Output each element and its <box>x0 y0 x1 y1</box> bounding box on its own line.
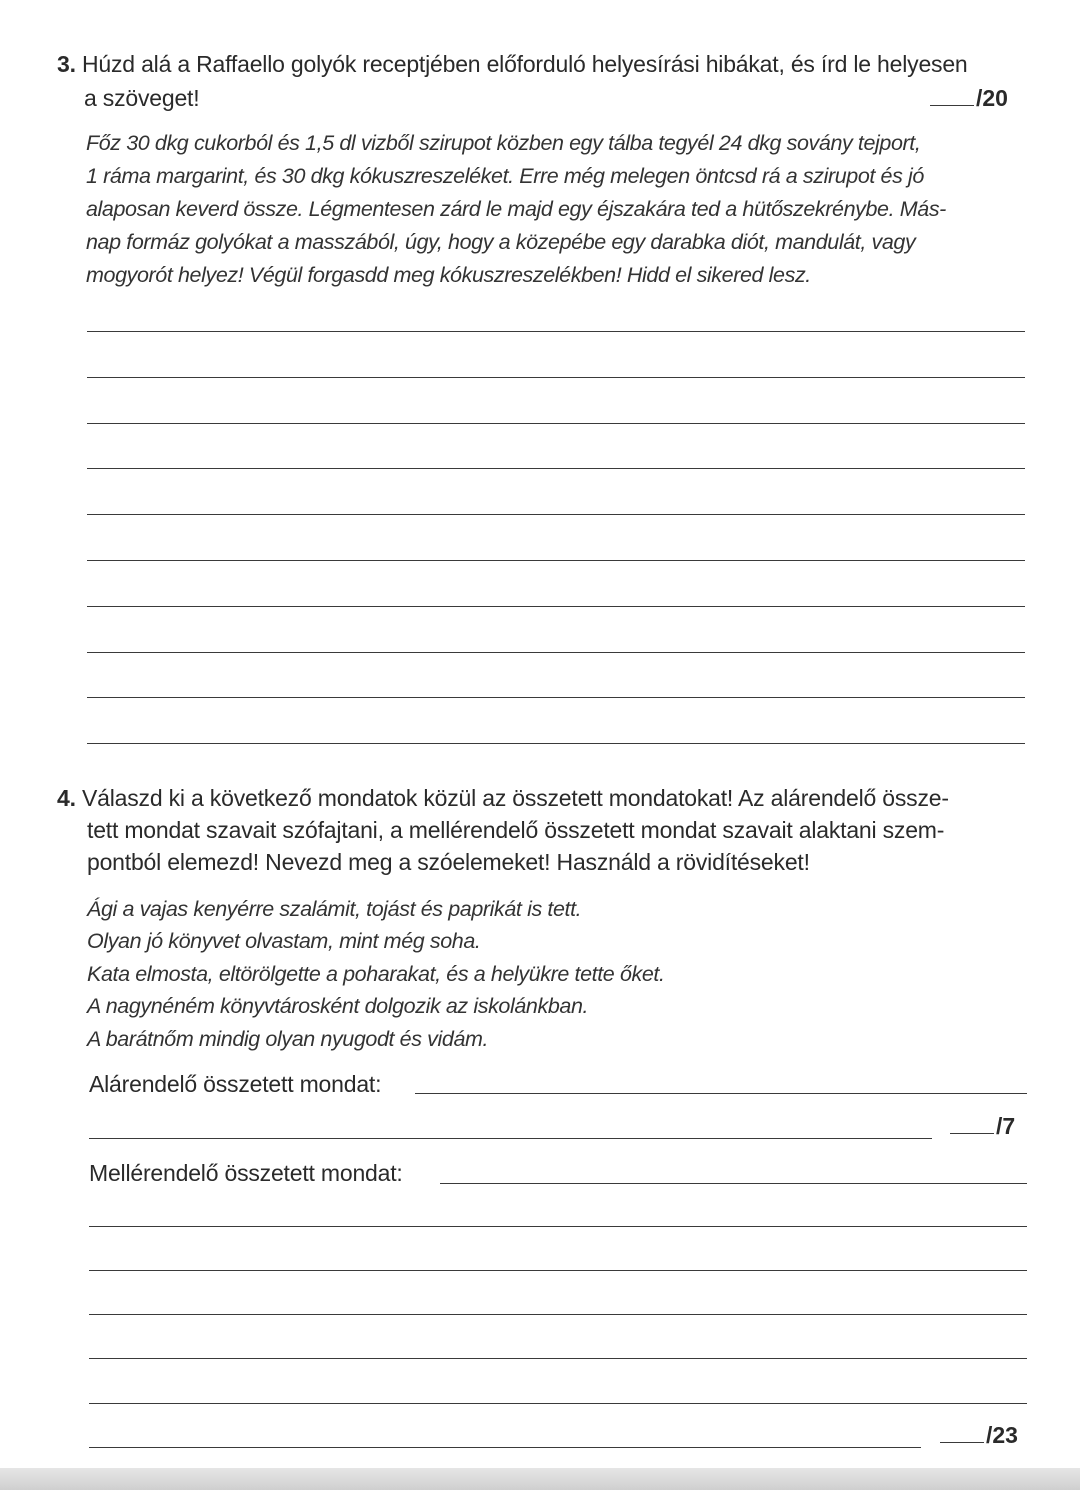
task4-number: 4. <box>57 785 76 811</box>
task3-answer-line[interactable] <box>87 697 1025 698</box>
task3-instruction-text-1: Húzd alá a Raffaello golyók receptjében előforduló helyesírási hibákat, és írd le helyesen <box>82 51 968 77</box>
task3-number: 3. <box>57 51 76 77</box>
task3-score <box>930 85 1008 112</box>
coordinate-answer-line[interactable] <box>89 1447 921 1448</box>
task3-answer-line[interactable] <box>87 560 1025 561</box>
task4-sentence: A nagynéném könyvtárosként dolgozik az iskolánkban. <box>87 994 589 1018</box>
task3-answer-line[interactable] <box>87 606 1025 607</box>
task3-score-blank[interactable] <box>930 87 974 106</box>
task4-sentence: Olyan jó könyvet olvastam, mint még soha. <box>87 929 481 953</box>
task3-answer-line[interactable] <box>87 468 1025 469</box>
final-score-label: /23 <box>986 1422 1018 1448</box>
subordinate-answer-line[interactable] <box>89 1138 932 1139</box>
task4-instruction-line2: tett mondat szavait szófajtani, a mellérendelő összetett mondat szavait alaktani szem- <box>87 817 945 843</box>
task3-answer-line[interactable] <box>87 514 1025 515</box>
task3-score-label: /20 <box>976 85 1008 111</box>
task3-answer-line[interactable] <box>87 743 1025 744</box>
task4-sentence: Ági a vajas kenyérre szalámit, tojást és paprikát is tett. <box>87 897 582 921</box>
task3-text-line: Főz 30 dkg cukorból és 1,5 dl vizből szirupot közben egy tálba tegyél 24 dkg sovány tejport, <box>86 131 921 155</box>
coordinate-answer-line[interactable] <box>89 1226 1027 1227</box>
task3-text-line: 1 ráma margarint, és 30 dkg kókuszreszeléket. Erre még melegen öntcsd rá a szirupot és jó <box>86 164 924 188</box>
task4-instruction-line1 <box>57 783 949 813</box>
page-bottom-edge <box>0 1468 1080 1490</box>
subordinate-label: Alárendelő összetett mondat: <box>89 1071 382 1097</box>
task3-answer-line[interactable] <box>87 423 1025 424</box>
subordinate-score <box>950 1113 1015 1140</box>
task3-answer-line[interactable] <box>87 331 1025 332</box>
coordinate-answer-line[interactable] <box>89 1314 1027 1315</box>
subordinate-score-blank[interactable] <box>950 1115 994 1134</box>
task3-instruction-line1 <box>57 49 968 79</box>
task4-sentence: Kata elmosta, eltörölgette a poharakat, és a helyükre tette őket. <box>87 962 665 986</box>
task3-answer-line[interactable] <box>87 652 1025 653</box>
subordinate-answer-line[interactable] <box>415 1093 1027 1094</box>
task4-instruction-line3: pontból elemezd! Nevezd meg a szóelemeket! Használd a rövidítéseket! <box>87 849 810 875</box>
coordinate-label: Mellérendelő összetett mondat: <box>89 1160 403 1186</box>
final-score-blank[interactable] <box>940 1424 984 1443</box>
coordinate-answer-line[interactable] <box>89 1270 1027 1271</box>
task4-instruction-text-1: Válaszd ki a következő mondatok közül az összetett mondatokat! Az alárendelő össze- <box>82 785 949 811</box>
task4-sentence: A barátnőm mindig olyan nyugodt és vidám. <box>87 1027 489 1051</box>
task3-answer-line[interactable] <box>87 377 1025 378</box>
final-score <box>940 1422 1018 1449</box>
task3-text-line: nap formáz golyókat a masszából, úgy, hogy a közepébe egy darabka diót, mandulát, vagy <box>86 230 916 254</box>
coordinate-answer-line[interactable] <box>89 1403 1027 1404</box>
task3-instruction-line2: a szöveget! <box>84 85 200 111</box>
task3-text-line: mogyorót helyez! Végül forgasdd meg kókuszreszelékben! Hidd el sikered lesz. <box>86 263 811 287</box>
subordinate-score-label: /7 <box>996 1113 1016 1139</box>
task3-text-line: alaposan keverd össze. Légmentesen zárd le majd egy éjszakára ted a hütőszekrénybe. Más- <box>86 197 946 221</box>
coordinate-answer-line[interactable] <box>89 1358 1027 1359</box>
coordinate-answer-line[interactable] <box>440 1183 1027 1184</box>
